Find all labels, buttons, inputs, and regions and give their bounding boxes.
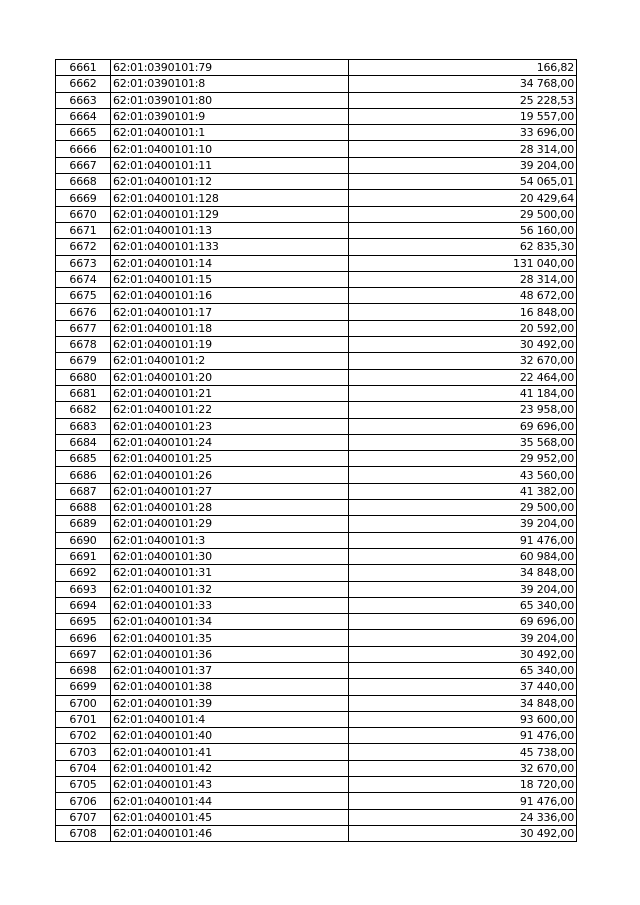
cadastral-number: 62:01:0390101:79: [111, 60, 349, 76]
cadastral-number: 62:01:0400101:37: [111, 662, 349, 678]
row-number: 6675: [56, 288, 111, 304]
cadastral-value: 91 476,00: [349, 532, 577, 548]
cadastral-value: 54 065,01: [349, 174, 577, 190]
cadastral-number: 62:01:0400101:42: [111, 760, 349, 776]
cadastral-number: 62:01:0400101:45: [111, 809, 349, 825]
cadastral-number: 62:01:0400101:44: [111, 793, 349, 809]
table-row: [56, 255, 577, 271]
cadastral-number: 62:01:0400101:129: [111, 206, 349, 222]
cadastral-value: 91 476,00: [349, 793, 577, 809]
cadastral-value: 16 848,00: [349, 304, 577, 320]
cadastral-number: 62:01:0400101:15: [111, 271, 349, 287]
cadastral-value: 23 958,00: [349, 402, 577, 418]
row-number: 6706: [56, 793, 111, 809]
table-row: [56, 809, 577, 825]
table-row: [56, 565, 577, 581]
cadastral-value: 131 040,00: [349, 255, 577, 271]
cadastral-number: 62:01:0400101:20: [111, 369, 349, 385]
cadastral-value: 29 500,00: [349, 500, 577, 516]
cadastral-value: 62 835,30: [349, 239, 577, 255]
cadastral-value: 20 592,00: [349, 320, 577, 336]
row-number: 6673: [56, 255, 111, 271]
row-number: 6678: [56, 337, 111, 353]
table-body: [56, 60, 577, 842]
table-row: [56, 320, 577, 336]
row-number: 6694: [56, 597, 111, 613]
cadastral-number: 62:01:0400101:27: [111, 483, 349, 499]
row-number: 6672: [56, 239, 111, 255]
cadastral-number: 62:01:0400101:26: [111, 467, 349, 483]
table-row: [56, 418, 577, 434]
cadastral-value: 32 670,00: [349, 760, 577, 776]
row-number: 6687: [56, 483, 111, 499]
cadastral-number: 62:01:0390101:8: [111, 76, 349, 92]
row-number: 6669: [56, 190, 111, 206]
cadastral-number: 62:01:0400101:4: [111, 711, 349, 727]
row-number: 6704: [56, 760, 111, 776]
row-number: 6698: [56, 662, 111, 678]
cadastral-value: 25 228,53: [349, 92, 577, 108]
cadastral-number: 62:01:0400101:39: [111, 695, 349, 711]
row-number: 6664: [56, 108, 111, 124]
cadastral-value: 65 340,00: [349, 597, 577, 613]
row-number: 6670: [56, 206, 111, 222]
row-number: 6665: [56, 125, 111, 141]
cadastral-number: 62:01:0400101:14: [111, 255, 349, 271]
cadastral-value: 39 204,00: [349, 630, 577, 646]
table-row: [56, 353, 577, 369]
table-row: [56, 630, 577, 646]
table-row: [56, 76, 577, 92]
cadastral-value: 56 160,00: [349, 222, 577, 238]
cadastral-value-table: [55, 59, 577, 842]
cadastral-number: 62:01:0400101:33: [111, 597, 349, 613]
cadastral-value: 30 492,00: [349, 646, 577, 662]
cadastral-value: 35 568,00: [349, 434, 577, 450]
cadastral-value: 30 492,00: [349, 825, 577, 841]
row-number: 6676: [56, 304, 111, 320]
table-row: [56, 614, 577, 630]
table-row: [56, 434, 577, 450]
table-row: [56, 157, 577, 173]
row-number: 6661: [56, 60, 111, 76]
table-row: [56, 108, 577, 124]
cadastral-value: 28 314,00: [349, 271, 577, 287]
table-row: [56, 679, 577, 695]
cadastral-number: 62:01:0400101:11: [111, 157, 349, 173]
cadastral-number: 62:01:0400101:34: [111, 614, 349, 630]
cadastral-number: 62:01:0400101:19: [111, 337, 349, 353]
cadastral-value: 39 204,00: [349, 516, 577, 532]
table-row: [56, 190, 577, 206]
table-row: [56, 548, 577, 564]
cadastral-number: 62:01:0400101:133: [111, 239, 349, 255]
table-row: [56, 304, 577, 320]
table-row: [56, 597, 577, 613]
row-number: 6696: [56, 630, 111, 646]
table-row: [56, 662, 577, 678]
table-row: [56, 728, 577, 744]
table-row: [56, 695, 577, 711]
cadastral-number: 62:01:0400101:16: [111, 288, 349, 304]
table-row: [56, 92, 577, 108]
cadastral-value: 166,82: [349, 60, 577, 76]
cadastral-value: 29 500,00: [349, 206, 577, 222]
cadastral-number: 62:01:0400101:30: [111, 548, 349, 564]
cadastral-number: 62:01:0400101:128: [111, 190, 349, 206]
row-number: 6667: [56, 157, 111, 173]
table-row: [56, 500, 577, 516]
table-row: [56, 744, 577, 760]
cadastral-value: 33 696,00: [349, 125, 577, 141]
cadastral-number: 62:01:0400101:24: [111, 434, 349, 450]
table-row: [56, 581, 577, 597]
cadastral-value: 28 314,00: [349, 141, 577, 157]
cadastral-value: 69 696,00: [349, 418, 577, 434]
row-number: 6679: [56, 353, 111, 369]
table-row: [56, 337, 577, 353]
cadastral-number: 62:01:0400101:43: [111, 777, 349, 793]
table-row: [56, 467, 577, 483]
cadastral-value: 65 340,00: [349, 662, 577, 678]
row-number: 6684: [56, 434, 111, 450]
table-row: [56, 288, 577, 304]
cadastral-number: 62:01:0400101:40: [111, 728, 349, 744]
table-row: [56, 141, 577, 157]
cadastral-number: 62:01:0400101:13: [111, 222, 349, 238]
table-row: [56, 793, 577, 809]
row-number: 6691: [56, 548, 111, 564]
row-number: 6668: [56, 174, 111, 190]
row-number: 6702: [56, 728, 111, 744]
row-number: 6692: [56, 565, 111, 581]
table-row: [56, 646, 577, 662]
cadastral-value: 69 696,00: [349, 614, 577, 630]
row-number: 6685: [56, 451, 111, 467]
row-number: 6690: [56, 532, 111, 548]
row-number: 6701: [56, 711, 111, 727]
row-number: 6693: [56, 581, 111, 597]
row-number: 6681: [56, 385, 111, 401]
row-number: 6680: [56, 369, 111, 385]
row-number: 6705: [56, 777, 111, 793]
row-number: 6708: [56, 825, 111, 841]
row-number: 6683: [56, 418, 111, 434]
table-row: [56, 369, 577, 385]
table-row: [56, 516, 577, 532]
cadastral-value: 39 204,00: [349, 581, 577, 597]
cadastral-value: 93 600,00: [349, 711, 577, 727]
row-number: 6707: [56, 809, 111, 825]
cadastral-number: 62:01:0400101:35: [111, 630, 349, 646]
cadastral-value: 29 952,00: [349, 451, 577, 467]
table-row: [56, 385, 577, 401]
cadastral-number: 62:01:0400101:25: [111, 451, 349, 467]
cadastral-value: 43 560,00: [349, 467, 577, 483]
row-number: 6666: [56, 141, 111, 157]
cadastral-value: 37 440,00: [349, 679, 577, 695]
table-row: [56, 760, 577, 776]
cadastral-number: 62:01:0400101:46: [111, 825, 349, 841]
row-number: 6662: [56, 76, 111, 92]
cadastral-value: 20 429,64: [349, 190, 577, 206]
table-row: [56, 239, 577, 255]
cadastral-value: 41 184,00: [349, 385, 577, 401]
cadastral-number: 62:01:0400101:21: [111, 385, 349, 401]
cadastral-value: 18 720,00: [349, 777, 577, 793]
table-row: [56, 60, 577, 76]
cadastral-value: 60 984,00: [349, 548, 577, 564]
cadastral-number: 62:01:0400101:29: [111, 516, 349, 532]
row-number: 6688: [56, 500, 111, 516]
row-number: 6677: [56, 320, 111, 336]
cadastral-value: 91 476,00: [349, 728, 577, 744]
cadastral-value: 34 768,00: [349, 76, 577, 92]
cadastral-value: 32 670,00: [349, 353, 577, 369]
cadastral-number: 62:01:0390101:9: [111, 108, 349, 124]
row-number: 6699: [56, 679, 111, 695]
row-number: 6695: [56, 614, 111, 630]
table-row: [56, 711, 577, 727]
cadastral-value: 39 204,00: [349, 157, 577, 173]
cadastral-number: 62:01:0400101:28: [111, 500, 349, 516]
cadastral-number: 62:01:0400101:38: [111, 679, 349, 695]
cadastral-number: 62:01:0400101:31: [111, 565, 349, 581]
table-row: [56, 125, 577, 141]
cadastral-value: 48 672,00: [349, 288, 577, 304]
table-row: [56, 825, 577, 841]
cadastral-value: 19 557,00: [349, 108, 577, 124]
cadastral-number: 62:01:0400101:18: [111, 320, 349, 336]
cadastral-value: 22 464,00: [349, 369, 577, 385]
cadastral-value: 34 848,00: [349, 565, 577, 581]
cadastral-number: 62:01:0400101:10: [111, 141, 349, 157]
row-number: 6674: [56, 271, 111, 287]
table-row: [56, 451, 577, 467]
cadastral-value: 30 492,00: [349, 337, 577, 353]
cadastral-number: 62:01:0400101:41: [111, 744, 349, 760]
cadastral-number: 62:01:0390101:80: [111, 92, 349, 108]
row-number: 6700: [56, 695, 111, 711]
cadastral-number: 62:01:0400101:32: [111, 581, 349, 597]
cadastral-number: 62:01:0400101:12: [111, 174, 349, 190]
row-number: 6682: [56, 402, 111, 418]
table-row: [56, 222, 577, 238]
row-number: 6686: [56, 467, 111, 483]
row-number: 6703: [56, 744, 111, 760]
table-row: [56, 271, 577, 287]
row-number: 6663: [56, 92, 111, 108]
row-number: 6689: [56, 516, 111, 532]
table-row: [56, 777, 577, 793]
table-row: [56, 532, 577, 548]
cadastral-number: 62:01:0400101:3: [111, 532, 349, 548]
cadastral-number: 62:01:0400101:1: [111, 125, 349, 141]
cadastral-value: 45 738,00: [349, 744, 577, 760]
table-row: [56, 206, 577, 222]
cadastral-value: 24 336,00: [349, 809, 577, 825]
cadastral-value: 41 382,00: [349, 483, 577, 499]
cadastral-number: 62:01:0400101:22: [111, 402, 349, 418]
table-row: [56, 174, 577, 190]
cadastral-number: 62:01:0400101:17: [111, 304, 349, 320]
row-number: 6671: [56, 222, 111, 238]
cadastral-number: 62:01:0400101:23: [111, 418, 349, 434]
table-row: [56, 483, 577, 499]
row-number: 6697: [56, 646, 111, 662]
cadastral-value: 34 848,00: [349, 695, 577, 711]
table-row: [56, 402, 577, 418]
cadastral-number: 62:01:0400101:2: [111, 353, 349, 369]
cadastral-number: 62:01:0400101:36: [111, 646, 349, 662]
